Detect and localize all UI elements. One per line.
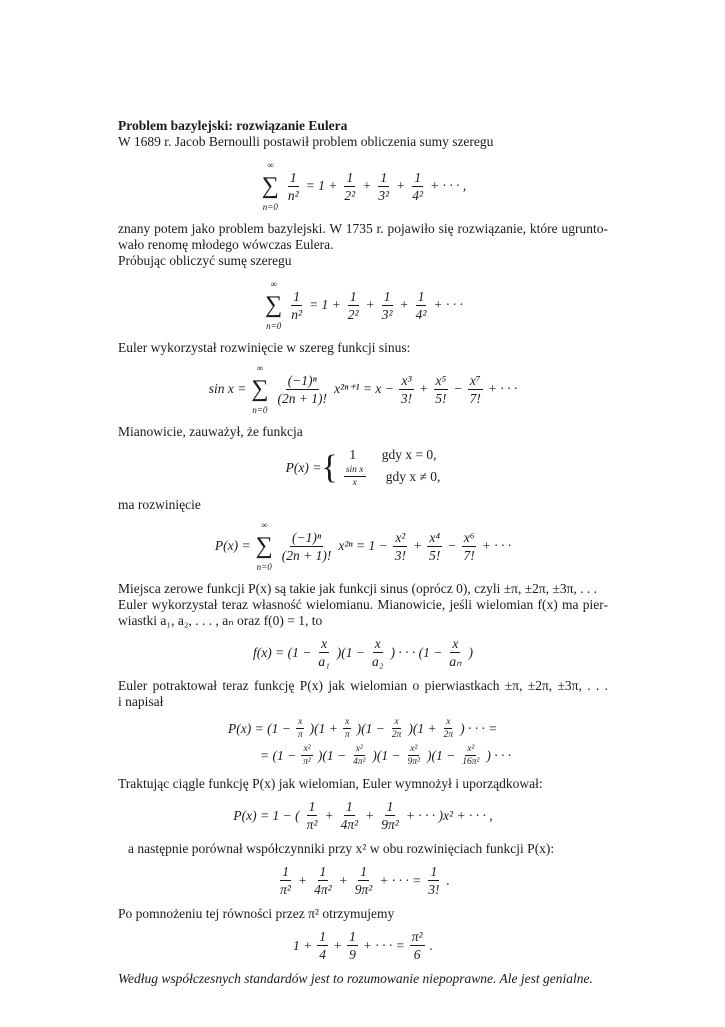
formula-text: f(x) = (1 − [253, 644, 312, 660]
fraction [339, 798, 361, 833]
formula-text: + · · · = [362, 937, 405, 953]
formula-text: + [338, 872, 348, 888]
formula-row [260, 159, 466, 213]
fraction [301, 743, 313, 768]
formula-text: . [446, 872, 450, 888]
formula-text: ) · · · (1 − [390, 644, 443, 660]
sum-upper: ∞ [260, 520, 268, 530]
frac-num: x⁶ [463, 529, 475, 545]
paragraph-line: W 1689 r. Jacob Bernoulli postawił problem obliczenia sumy szeregu [118, 134, 494, 149]
formula-text: − [447, 538, 457, 553]
fraction [410, 928, 425, 963]
frac-den: 9π² [407, 757, 421, 767]
formula-p-expanded [118, 798, 608, 833]
formula-text: P(x) = (1 − [228, 720, 291, 736]
formula-row [260, 743, 511, 768]
frac-den: n² [291, 306, 303, 322]
summation [256, 519, 273, 573]
formula-text: + [365, 297, 375, 312]
paragraph-line: Próbując obliczyć sumę szeregu [118, 253, 292, 268]
frac-den: π² [280, 882, 291, 897]
fraction [468, 372, 483, 407]
formula-text: = 1 + [305, 178, 338, 193]
paragraph-line: Euler wykorzystał rozwinięcie w szereg funkcji sinus: [118, 340, 411, 355]
frac-den: 2π [443, 730, 454, 740]
paragraph-line: Mianowicie, zauważył, że funkcja [118, 424, 303, 439]
sum-upper: ∞ [270, 279, 277, 289]
formula-text: ) [468, 644, 473, 660]
fraction [280, 529, 334, 564]
formula-text: )(1 − [372, 747, 401, 763]
formula-text: ) · · · = [460, 720, 498, 736]
formula-row [209, 362, 518, 416]
fraction [433, 372, 448, 407]
formula-text: + [399, 297, 409, 312]
sum-upper: ∞ [256, 363, 264, 373]
paragraph-line: wało renomę młodego wówczas Eulera. [118, 237, 334, 252]
formula-text: + [419, 381, 429, 396]
fraction [427, 529, 442, 564]
frac-num: x² [395, 529, 406, 545]
formula-text: sin x = [208, 381, 247, 396]
formula-text: )(1 − [317, 747, 347, 763]
paragraph-line: ma rozwinięcie [118, 497, 201, 512]
fraction [399, 372, 414, 407]
fraction [376, 169, 391, 204]
frac-num: x² [303, 744, 311, 754]
formula-text: + [362, 178, 372, 193]
frac-den: aₙ [449, 654, 462, 669]
fraction [370, 635, 385, 670]
formula-row [293, 928, 433, 963]
frac-num: x [345, 717, 350, 727]
fraction [312, 863, 334, 898]
fraction [447, 635, 463, 670]
frac-num: x [452, 636, 459, 651]
frac-den: 3! [428, 882, 440, 897]
frac-den: 3! [400, 390, 413, 406]
fraction [344, 464, 366, 489]
fraction [289, 288, 304, 323]
frac-den: x [352, 478, 357, 488]
fraction [317, 928, 328, 963]
formula-row [263, 278, 463, 332]
frac-den: 4² [415, 306, 427, 322]
formula-cases [118, 446, 608, 489]
fraction [442, 716, 456, 741]
formula-polynomial-product [118, 635, 608, 670]
frac-den: π [297, 730, 303, 740]
formula-p-product-1 [118, 716, 608, 741]
left-brace: { [321, 448, 338, 486]
frac-num: x⁷ [469, 372, 481, 388]
frac-num: x⁴ [429, 529, 441, 545]
sigma-symbol: ∑ [251, 376, 269, 402]
fraction [296, 716, 305, 741]
fraction [286, 169, 301, 204]
frac-num: (−1)ⁿ [291, 529, 322, 545]
frac-den: 2² [344, 187, 356, 203]
formula-p-product-2 [118, 743, 608, 768]
frac-den: 4π² [353, 757, 366, 767]
frac-num: 1 [319, 864, 327, 879]
frac-num: 1 [289, 169, 297, 185]
frac-den: 2² [347, 306, 359, 322]
fraction [380, 288, 395, 323]
frac-num: 1 [349, 288, 357, 304]
formula-text: − [453, 381, 463, 396]
fraction [393, 529, 408, 564]
fraction [460, 743, 481, 768]
frac-num: 1 [417, 288, 425, 304]
frac-den: 7! [463, 547, 475, 563]
frac-den: 9 [349, 947, 356, 962]
frac-den: a₂ [372, 654, 384, 669]
formula-basel-sum [118, 156, 608, 213]
frac-den: π² [306, 817, 318, 832]
formula-coefficients [118, 863, 608, 898]
case-row [342, 464, 441, 489]
fraction [342, 169, 357, 204]
frac-num: x [298, 717, 303, 727]
frac-num: sin x [344, 464, 366, 477]
sum-lower: n=0 [266, 321, 282, 331]
cases-lhs: P(x) = [285, 459, 322, 475]
frac-num: x² [467, 744, 475, 754]
fraction [353, 863, 375, 898]
frac-num: π² [411, 929, 423, 944]
fraction [343, 716, 352, 741]
case-condition: gdy x = 0, [381, 447, 437, 462]
formula-text: )(1 − [336, 644, 366, 660]
frac-den: 4π² [314, 882, 332, 897]
fraction [379, 798, 401, 833]
frac-num: x [374, 636, 381, 651]
fraction [406, 743, 422, 768]
formula-text: + · · · = [379, 872, 422, 888]
frac-den: 3! [394, 547, 406, 563]
formula-text: P(x) = 1 − ( [233, 807, 300, 823]
sigma-symbol: ∑ [261, 173, 279, 199]
summation [265, 278, 282, 332]
formula-text: + · · · [487, 381, 518, 396]
paragraph-line: Euler potraktował teraz funkcję P(x) jak wielomian o pierwiastkach ±π, ±2π, ±3π, . . . [118, 678, 608, 693]
paragraph-line: Traktując ciągle funkcję P(x) jak wielomian, Euler wymnożył i uporządkował: [118, 776, 543, 791]
formula-row [253, 635, 473, 670]
formula-row [233, 798, 492, 833]
paragraph-line: a następnie porównał współczynniki przy x² w obu rozwinięciach funkcji P(x): [128, 841, 555, 856]
formula-text: + · · · [433, 297, 463, 312]
formula-text: . [429, 937, 433, 953]
formula-text: )(1 + [408, 720, 437, 736]
frac-den: π² [303, 757, 311, 767]
frac-den: (2n + 1)! [277, 390, 328, 406]
frac-den: 9π² [354, 882, 373, 897]
frac-den: (2n + 1)! [281, 547, 332, 563]
paragraph-line: wiastki a₁, a₂, . . . , aₙ oraz f(0) = 1, to [118, 613, 323, 628]
summation [262, 159, 279, 213]
fraction [316, 635, 331, 670]
fraction [346, 288, 361, 323]
frac-num: 1 [293, 288, 301, 304]
formula-text: )(1 − [356, 720, 385, 736]
frac-num: 1 [360, 864, 367, 879]
formula-text: x²ⁿ = 1 − [338, 538, 388, 553]
frac-num: 1 [346, 169, 354, 185]
paragraph-line: Po pomnożeniu tej równości przez π² otrzymujemy [118, 906, 395, 921]
formula-text: + [324, 807, 334, 823]
formula-text: )(1 − [427, 747, 456, 763]
frac-num: x² [410, 744, 418, 754]
formula-text: 1 + [293, 937, 313, 953]
frac-num: 1 [319, 929, 327, 944]
frac-den: 3² [381, 306, 393, 322]
sum-lower: n=0 [252, 405, 268, 415]
formula-text: + [365, 807, 375, 823]
paragraph-line: Miejsca zerowe funkcji P(x) są takie jak funkcji sinus (oprócz 0), czyli ±π, ±2π, ±3π, . . . [118, 581, 598, 596]
summation [251, 362, 268, 416]
frac-num: x⁵ [435, 372, 447, 388]
closing-remark: Według współczesnych standardów jest to rozumowanie niepoprawne. Ale jest genialne. [118, 971, 593, 986]
sigma-symbol: ∑ [255, 533, 273, 559]
frac-den: 6 [413, 947, 421, 962]
formula-text: P(x) = [214, 538, 251, 553]
frac-den: 4 [319, 947, 327, 962]
case-row [342, 446, 441, 464]
frac-den: 5! [435, 390, 447, 406]
frac-num: 1 [349, 929, 356, 944]
frac-den: π [344, 730, 350, 740]
paragraph-line: znany potem jako problem bazylejski. W 1735 r. pojawiło się rozwiązanie, które ugrunto- [118, 221, 608, 236]
formula-text: + · · · , [430, 178, 467, 193]
frac-num: x [446, 717, 451, 727]
frac-num: x [394, 717, 399, 727]
fraction [414, 288, 429, 323]
frac-den: 7! [469, 390, 481, 406]
formula-text: + [412, 538, 423, 553]
frac-num: x² [355, 744, 363, 754]
frac-num: 1 [386, 799, 394, 814]
frac-den: 5! [429, 547, 441, 563]
frac-num: 1 [414, 169, 422, 185]
frac-den: n² [287, 187, 299, 203]
frac-num: 1 [430, 864, 438, 879]
formula-text: + · · · [481, 538, 512, 553]
sum-lower: n=0 [262, 202, 278, 212]
formula-text: ) · · · [486, 747, 512, 763]
frac-num: 1 [308, 799, 316, 814]
frac-num: x³ [401, 372, 412, 388]
cases-rows [342, 446, 441, 489]
frac-den: 16π² [462, 757, 480, 767]
case-value: 1 [349, 447, 357, 462]
sum-lower: n=0 [256, 562, 272, 572]
formula-text: + · · · )x² + · · · , [405, 807, 493, 823]
paragraph-line: i napisał [118, 694, 164, 709]
frac-den: 4² [412, 187, 424, 203]
formula-text: + [297, 872, 308, 888]
frac-num: 1 [345, 799, 353, 814]
case-condition: gdy x ≠ 0, [385, 468, 441, 484]
fraction [305, 798, 320, 833]
frac-den: a₁ [318, 654, 330, 669]
fraction [426, 863, 441, 898]
frac-num: 1 [380, 169, 388, 185]
formula-text: + [396, 178, 406, 193]
fraction [461, 529, 476, 564]
formula-basel-sum-2 [118, 275, 608, 332]
paragraph-line: Euler wykorzystał teraz własność wielomianu. Mianowicie, jeśli wielomian f(x) ma pier- [118, 597, 608, 612]
sum-upper: ∞ [267, 160, 274, 170]
cases-block [286, 446, 441, 489]
formula-row [215, 519, 511, 573]
frac-den: 2π [391, 730, 402, 740]
formula-row [228, 716, 497, 741]
frac-num: 1 [383, 288, 391, 304]
formula-row [276, 863, 450, 898]
fraction [351, 743, 367, 768]
formula-result [118, 928, 608, 963]
frac-den: 3² [378, 187, 390, 203]
sigma-symbol: ∑ [265, 292, 283, 318]
fraction [347, 928, 358, 963]
formula-text: x²ⁿ⁺¹ = x − [334, 381, 394, 396]
frac-num: (−1)ⁿ [287, 372, 317, 388]
formula-text: )(1 + [309, 720, 338, 736]
formula-text: = 1 + [309, 297, 341, 312]
formula-text: + [333, 937, 343, 953]
frac-num: 1 [282, 864, 289, 879]
fraction [278, 863, 293, 898]
formula-sine-series [118, 362, 608, 416]
formula-text: = (1 − [260, 747, 297, 763]
fraction [390, 716, 404, 741]
formula-p-series [118, 519, 608, 573]
frac-den: 9π² [381, 817, 399, 832]
section-title: Problem bazylejski: rozwiązanie Eulera [118, 118, 348, 133]
fraction [275, 372, 329, 407]
frac-den: 4π² [340, 817, 359, 832]
fraction [410, 169, 425, 204]
frac-num: x [321, 636, 328, 651]
